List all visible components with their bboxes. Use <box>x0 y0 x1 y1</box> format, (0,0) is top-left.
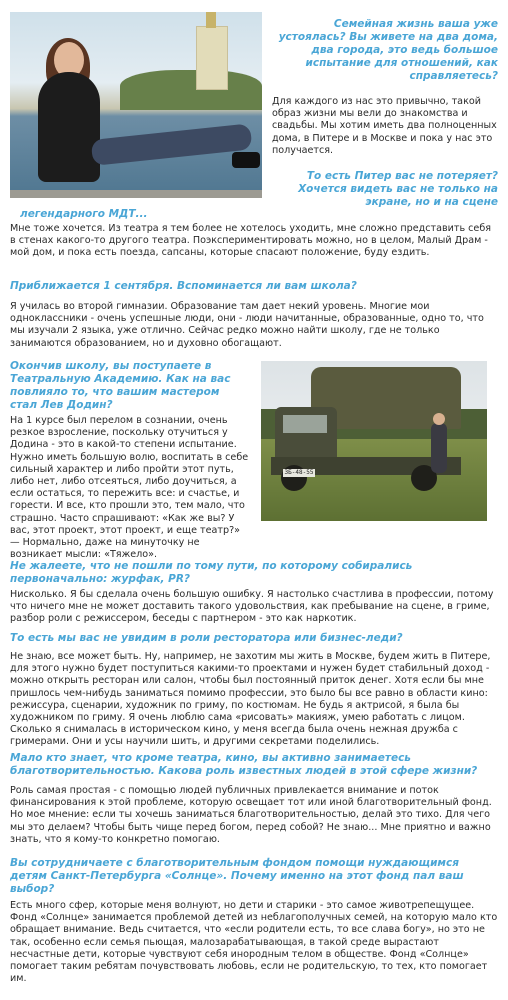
person-shape <box>431 423 447 473</box>
truck-window-shape <box>283 415 327 433</box>
answer-business: Не знаю, все может быть. Ну, например, не захотим мы жить в Москве, будем жить в Питере, для этого нужно будет поступиться какими-то проектами и нужен будет стабильный доход - можно открыть ресторан или салон, чтобы был постоянный приток денег. Хотя если бы мне пришлось чем-нибудь заниматься помимо профессии, это было бы все равно в области кино: режиссура, сценарии, художник по гриму, по костюмам. Не будь я актрисой, я была бы художником по гриму. Я очень люблю сама «рисовать» макияж, умею работать с лицом. Сколько я снималась в историческом кино, у меня всегда была очень нежная дружба с гримерами. Они и усы научили шить, и другими секретами поделились. <box>10 651 491 748</box>
question-journalism: Не жалеете, что не пошли по тому пути, по которому собирались первоначально: журфак, PR? <box>10 560 413 585</box>
answer-academy: На 1 курсе был перелом в сознании, очень резкое взросление, поскольку отучиться у Додина - это в какой-то степени испытание. Нужно иметь большую волю, воспитать в себе сильный характер и либо пройти этот путь, либо нет, либо отсеяться, либо доучиться, а если остаться, то пережить все: и счастье, и горести. И все, кто прошли это, тем мало, что страшно. Часто спрашивают: «Как же вы? У вас, этот проект, этот проект, и еще театр?» — Нормально, даже на минуточку не возникает мысли: «Тяжело». <box>10 415 249 561</box>
boot-shape <box>232 152 260 168</box>
question-family: Семейная жизнь ваша уже устоялась? Вы живете на два дома, два города, это ведь большое испытание для отношений, как справляетесь? <box>278 18 498 82</box>
bell-tower-shape <box>196 26 228 90</box>
answer-fund: Есть много сфер, которые меня волнуют, но дети и старики - это самое животрепещущее. Фонд «Солнце» занимается проблемой детей из неблагополучных семей, на которую мало кто обращает внимание. Ведь считается, что «если родители есть, то все слава богу», но это не так, особенно если семья пьющая, малозарабатывающая, в такой среде вырастают несчастные дети, которые чувствуют себя инородным телом в обществе. Фонд «Солнце» помогает таким ребятам почувствовать любовь, если не родительскую, то тех, кто помогает им. <box>10 900 498 985</box>
license-plate: ЗБ-48-55 <box>284 469 314 476</box>
question-charity: Мало кто знает, что кроме театра, кино, вы активно занимаетесь благотворительностью. Какова роль известных людей в этой сфере жизни? <box>10 752 478 777</box>
truck-photo <box>261 361 487 521</box>
legs-shape <box>91 123 253 166</box>
answer-journalism: Нисколько. Я бы сделала очень большую ошибку. Я настолько счастлива в профессии, потому что ничего мне не может доставить такого удовольствия, как пребывание на сцене, в гриме, разбор роли с режиссером, беседы с партнером - это как наркотик. <box>10 589 494 625</box>
spire-shape <box>206 12 216 28</box>
trees-shape <box>120 70 262 110</box>
question-mdt-part2: легендарного МДТ... <box>20 208 148 220</box>
embankment-wall <box>10 190 262 198</box>
answer-mdt: Мне тоже хочется. Из театра я тем более не хотелось уходить, мне сложно представить себя в стенах какого-то другого театра. Поэкспериментировать можно, но в целом, Малый Драм - мой дом, и пока есть поезда, сапсаны, которые спасают положение, буду ездить. <box>10 223 492 259</box>
person-head-shape <box>433 413 445 425</box>
answer-school: Я училась во второй гимназии. Образование там дает некий уровень. Многие мои одноклассники - очень успешные люди, они - люди начитанные, образованные, одно то, что мы изучали 2 языка, уже отлично. Сейчас редко можно найти школу, где не только занимаются образованием, но и духовно обогащают. <box>10 301 484 349</box>
actress-photo <box>10 12 262 198</box>
question-school: Приближается 1 сентября. Вспоминается ли вам школа? <box>10 280 357 292</box>
question-academy: Окончив школу, вы поступаете в Театральную Академию. Как на вас повлияло то, что вашим мастером стал Лев Додин? <box>10 360 231 411</box>
coat-shape <box>38 72 100 182</box>
question-mdt-part1: То есть Питер вас не потеряет? Хочется видеть вас не только на экране, но и на сцене <box>298 170 498 208</box>
question-business: То есть мы вас не увидим в роли ресторатора или бизнес-леди? <box>10 632 403 644</box>
answer-family: Для каждого из нас это привычно, такой образ жизни мы вели до знакомства и свадьбы. Мы хотим иметь два полноценных дома, в Питере и в Москве и пока у нас это получается. <box>272 96 497 156</box>
answer-charity: Роль самая простая - с помощью людей публичных привлекается внимание и поток финансирования к этой проблеме, которую освещает тот или иной благотворительный фонд. Но мое мнение: если ты хочешь заниматься благотворительностью, делай это тихо. Для чего мы это делаем? Чтобы быть чище перед богом, перед собой? Не знаю... Мне приятно и важно знать, что я кому-то конкретно помогаю. <box>10 785 492 845</box>
question-fund: Вы сотрудничаете с благотворительным фондом помощи нуждающимся детям Санкт-Петербурга «Солнце». Почему именно на этот фонд пал ваш выбор? <box>10 857 464 895</box>
